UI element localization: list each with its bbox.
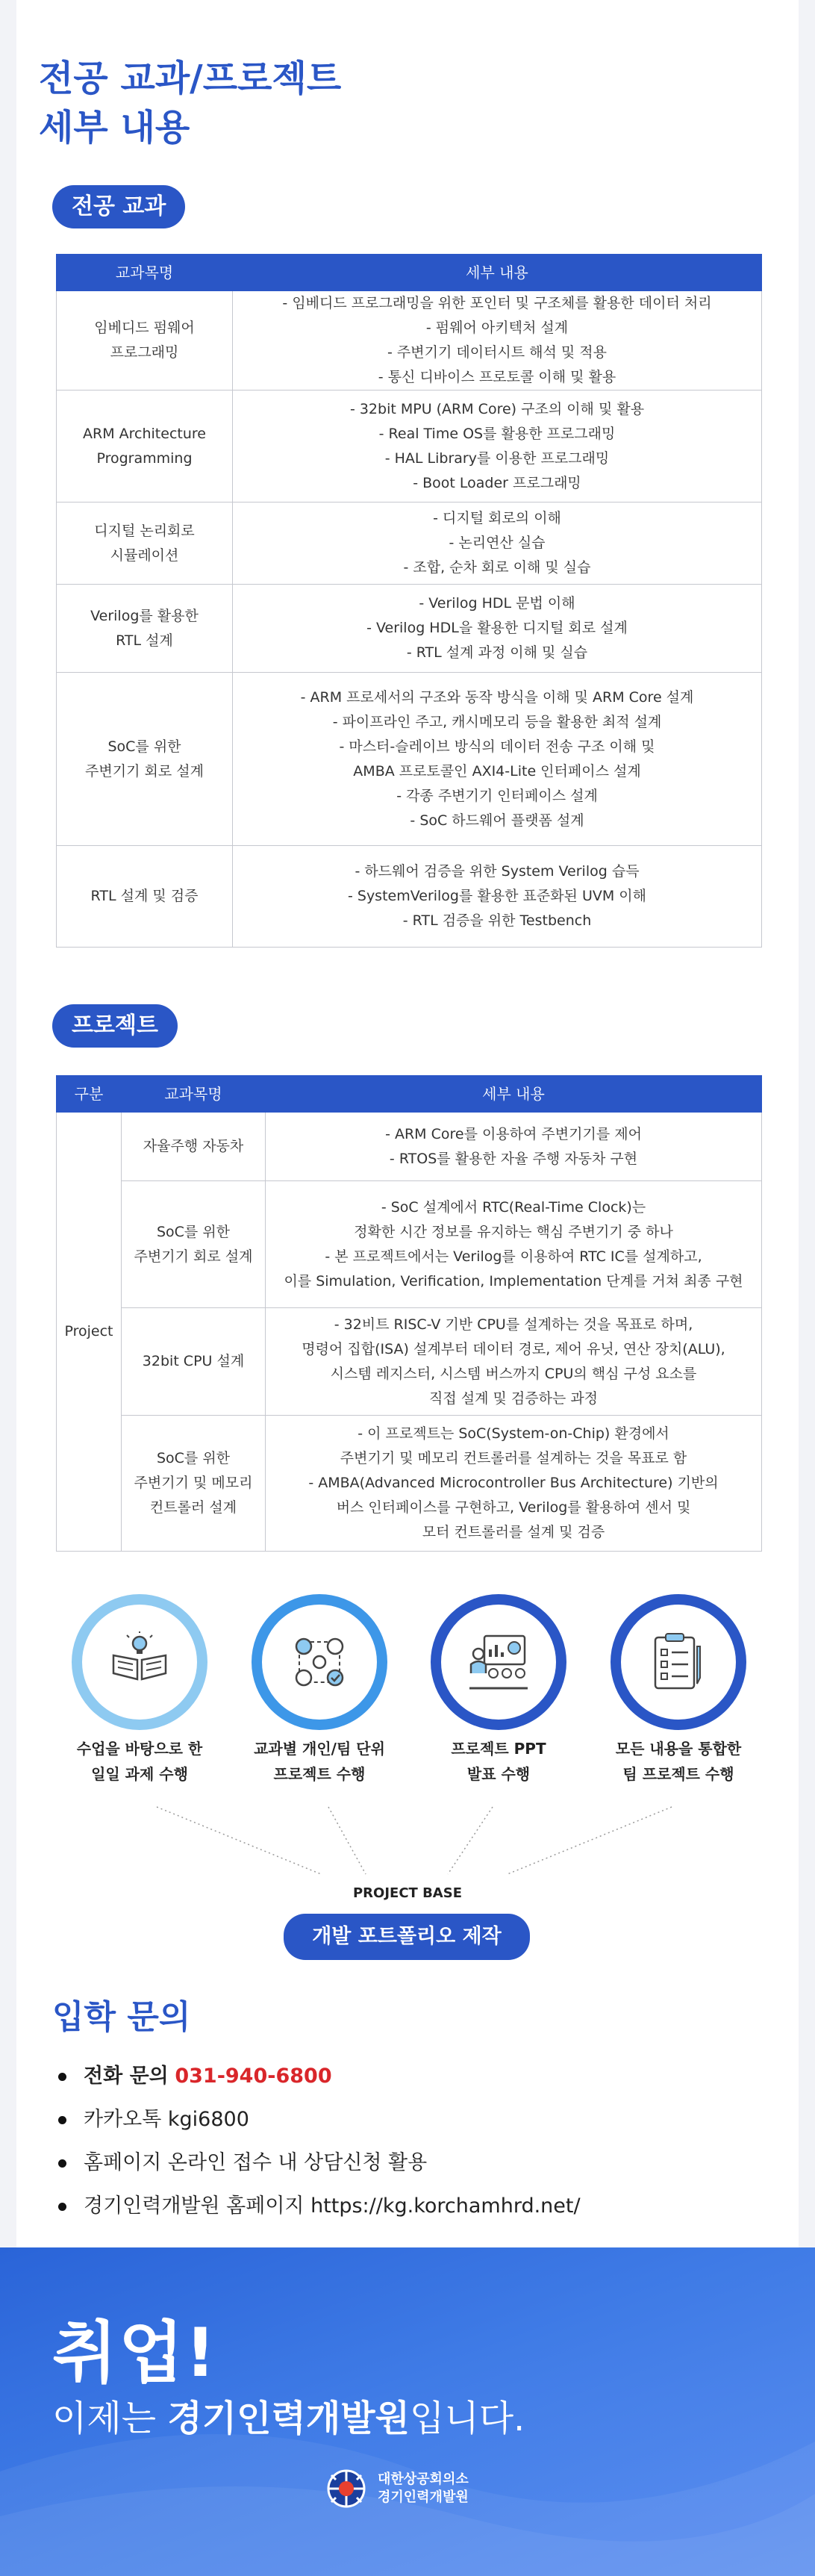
project-subject-cell [122,1113,266,1181]
major-row [57,503,762,585]
detail-line: - HAL Library를 이용한 프로그래밍 [384,449,610,467]
project-details-cell [266,1308,762,1416]
checklist-icon [648,1631,709,1693]
subject-line: 시뮬레이션 [110,547,179,564]
connector-lines [0,1792,815,1882]
contact-item-homepage[interactable]: 경기인력개발원 홈페이지 https://kg.korchamhrd.net/ [54,2185,581,2228]
team-gears-icon [289,1631,350,1693]
subject-line: 주변기기 회로 설계 [85,762,204,780]
subject-line: 컨트롤러 설계 [149,1499,237,1516]
detail-line: - 32bit MPU (ARM Core) 구조의 이해 및 활용 [349,400,645,417]
detail-line: - 임베디드 프로그래밍을 위한 포인터 및 구조체를 활용한 데이터 처리 [282,295,712,311]
book-idea-icon [109,1631,170,1693]
detail-line: - SoC 하드웨어 플랫폼 설계 [410,812,584,829]
step-4-label-line-1: 모든 내용을 통합한 [615,1740,742,1758]
contact-title: 입학 문의 [52,1998,191,2036]
hero-subtitle [52,2389,525,2441]
chamber-logo-icon [325,2468,370,2510]
detail-line: - 조합, 순차 회로 이해 및 실습 [403,559,591,576]
major-subject-cell [57,391,233,503]
phone-label: 전화 문의 [84,2065,169,2088]
project-subject-cell [122,1416,266,1552]
major-row [57,391,762,503]
project-header-subject: 교과목명 [122,1076,266,1113]
project-category-cell: Project [57,1113,122,1552]
subject-line: Verilog를 활용한 [90,607,199,624]
step-2-label-line-2: 프로젝트 수행 [273,1765,366,1783]
detail-line: - RTL 설계 과정 이해 및 실습 [406,644,588,661]
project-details-cell [266,1113,762,1181]
project-badge: 프로젝트 [52,1004,178,1048]
detail-line: - 마스터-슬레이브 방식의 데이터 전송 구조 이해 및 [339,738,655,755]
step-3-label-line-1: 프로젝트 PPT [451,1740,546,1758]
project-header-details: 세부 내용 [266,1076,762,1113]
step-2-circle [252,1594,387,1730]
step-1-label [50,1736,229,1787]
detail-line: - 이 프로젝트는 SoC(System-on-Chip) 환경에서 [357,1425,669,1442]
contact-item-online: 홈페이지 온라인 접수 내 상담신청 활용 [54,2141,581,2185]
detail-line: - Real Time OS를 활용한 프로그래밍 [378,425,616,442]
major-subject-cell [57,585,233,673]
detail-line: 모터 컨트롤러를 설계 및 검증 [422,1524,605,1540]
project-details-cell [266,1181,762,1308]
detail-line: - 각종 주변기기 인터페이스 설계 [396,787,598,804]
major-header-details: 세부 내용 [233,255,762,291]
project-row [57,1308,762,1416]
project-subject-cell [122,1308,266,1416]
step-3-label-line-2: 발표 수행 [466,1765,531,1783]
detail-line: - ARM 프로세서의 구조와 동작 방식을 이해 및 ARM Core 설계 [300,688,694,706]
subject-line: ARM Architecture [83,425,206,442]
detail-line: - SoC 설계에서 RTC(Real-Time Clock)는 [381,1198,646,1216]
detail-line: - 하드웨어 검증을 위한 System Verilog 습득 [355,863,640,880]
contact-item-phone [54,2055,581,2098]
project-details-cell [266,1416,762,1552]
subject-line: Programming [96,449,193,467]
major-subject-cell [57,673,233,846]
contact-list [54,2055,581,2228]
major-details-cell [233,585,762,673]
detail-line: - 파이프라인 주고, 캐시메모리 등을 활용한 최적 설계 [332,713,662,730]
detail-line: - AMBA(Advanced Microcontroller Bus Architecture) 기반의 [308,1475,719,1491]
major-row [57,585,762,673]
subject-line: RTL 설계 [116,632,173,649]
detail-line: 명령어 집합(ISA) 설계부터 데이터 경로, 제어 유닛, 연산 장치(ALU), [302,1340,725,1357]
detail-line: 시스템 레지스터, 시스템 버스까지 CPU의 핵심 구성 요소를 [330,1365,697,1382]
step-2-label [230,1736,409,1787]
major-header-subject: 교과목명 [57,255,233,291]
subject-line: 32bit CPU 설계 [142,1353,245,1369]
step-3-circle [431,1594,566,1730]
major-table [56,254,762,948]
hero-headline: 취업! [52,2314,217,2392]
step-4-label [589,1736,768,1787]
subject-line: SoC를 위한 [156,1223,231,1240]
detail-line: - 펌웨어 아키텍처 설계 [425,320,569,336]
project-base-label: PROJECT BASE [352,1885,462,1901]
step-1-label-line-2: 일일 과제 수행 [91,1765,188,1783]
major-subject-cell [57,503,233,585]
major-details-cell [233,391,762,503]
page-title-line-1: 전공 교과/프로젝트 [39,57,342,99]
major-details-cell [233,291,762,391]
subject-line: 주변기기 및 메모리 [134,1475,253,1491]
page-title-line-2: 세부 내용 [39,107,190,149]
detail-line: - RTOS를 활용한 자율 주행 자동차 구현 [389,1150,638,1167]
detail-line: - 32비트 RISC-V 기반 CPU를 설계하는 것을 목표로 하며, [334,1316,693,1333]
detail-line: 직접 설계 및 검증하는 과정 [428,1390,599,1407]
major-subject-cell [57,846,233,948]
major-details-cell [233,846,762,948]
subject-line: RTL 설계 및 검증 [90,888,199,904]
step-4-circle [611,1594,746,1730]
detail-line: - RTL 검증을 위한 Testbench [402,912,592,929]
detail-line: - Verilog HDL 문법 이해 [419,595,575,612]
hero-sub-prefix: 이제는 [52,2398,168,2439]
detail-line: - 디지털 회로의 이해 [433,510,561,526]
portfolio-badge: 개발 포트폴리오 제작 [284,1914,530,1960]
major-row [57,673,762,846]
detail-line: - ARM Core를 이용하여 주변기기를 제어 [385,1125,642,1142]
project-row [57,1113,762,1181]
org-name [378,2471,469,2507]
presentation-icon [468,1631,529,1693]
subject-line: 임베디드 펌웨어 [94,320,195,336]
major-row [57,291,762,391]
org-name-line-1: 대한상공회의소 [378,2471,469,2487]
org-name-line-2: 경기인력개발원 [378,2489,469,2505]
hero-sub-org: 경기인력개발원 [167,2398,410,2439]
step-1-circle [72,1594,207,1730]
detail-line: - Boot Loader 프로그래밍 [413,474,581,491]
hero-banner [0,2247,815,2576]
major-details-cell [233,503,762,585]
subject-line: SoC를 위한 [156,1450,231,1466]
detail-line: - 주변기기 데이터시트 해석 및 적용 [387,344,607,361]
subject-line: 프로그래밍 [110,344,179,361]
detail-line: - Verilog HDL을 활용한 디지털 회로 설계 [366,620,628,636]
detail-line: 이를 Simulation, Verification, Implementation 단계를 거쳐 최종 구현 [284,1272,743,1289]
project-subject-cell [122,1181,266,1308]
major-badge: 전공 교과 [52,185,185,228]
detail-line: 정확한 시간 정보를 유지하는 핵심 주변기기 중 하나 [354,1223,673,1240]
major-details-cell [233,673,762,846]
major-row [57,846,762,948]
project-header-category: 구분 [57,1076,122,1113]
detail-line: - SystemVerilog를 활용한 표준화된 UVM 이해 [347,888,646,904]
step-3-label [409,1736,588,1787]
detail-line: AMBA 프로토콜인 AXI4-Lite 인터페이스 설계 [353,762,641,780]
detail-line: - 본 프로젝트에서는 Verilog를 이용하여 RTC IC를 설계하고, [325,1248,702,1265]
step-4-label-line-2: 팀 프로젝트 수행 [622,1765,734,1783]
contact-item-kakao: 카카오톡 kgi6800 [54,2098,581,2141]
hero-sub-suffix: 입니다. [409,2398,525,2439]
project-row [57,1416,762,1552]
detail-line: 주변기기 및 메모리 컨트롤러를 설계하는 것을 목표로 함 [340,1450,687,1466]
major-subject-cell [57,291,233,391]
subject-line: 주변기기 회로 설계 [134,1248,253,1265]
detail-line: 버스 인터페이스를 구현하고, Verilog를 활용하여 센서 및 [336,1499,691,1516]
subject-line: 디지털 논리회로 [94,522,195,539]
detail-line: - 논리연산 실습 [449,535,546,551]
step-2-label-line-1: 교과별 개인/팀 단위 [254,1740,385,1758]
subject-line: SoC를 위한 [107,738,181,755]
detail-line: - 통신 디바이스 프로토콜 이해 및 활용 [378,369,616,385]
step-1-label-line-1: 수업을 바탕으로 한 [76,1740,203,1758]
phone-number[interactable]: 031-940-6800 [175,2065,332,2088]
project-table [56,1075,762,1552]
page-title [39,54,341,152]
project-row [57,1181,762,1308]
subject-line: 자율주행 자동차 [143,1138,244,1154]
